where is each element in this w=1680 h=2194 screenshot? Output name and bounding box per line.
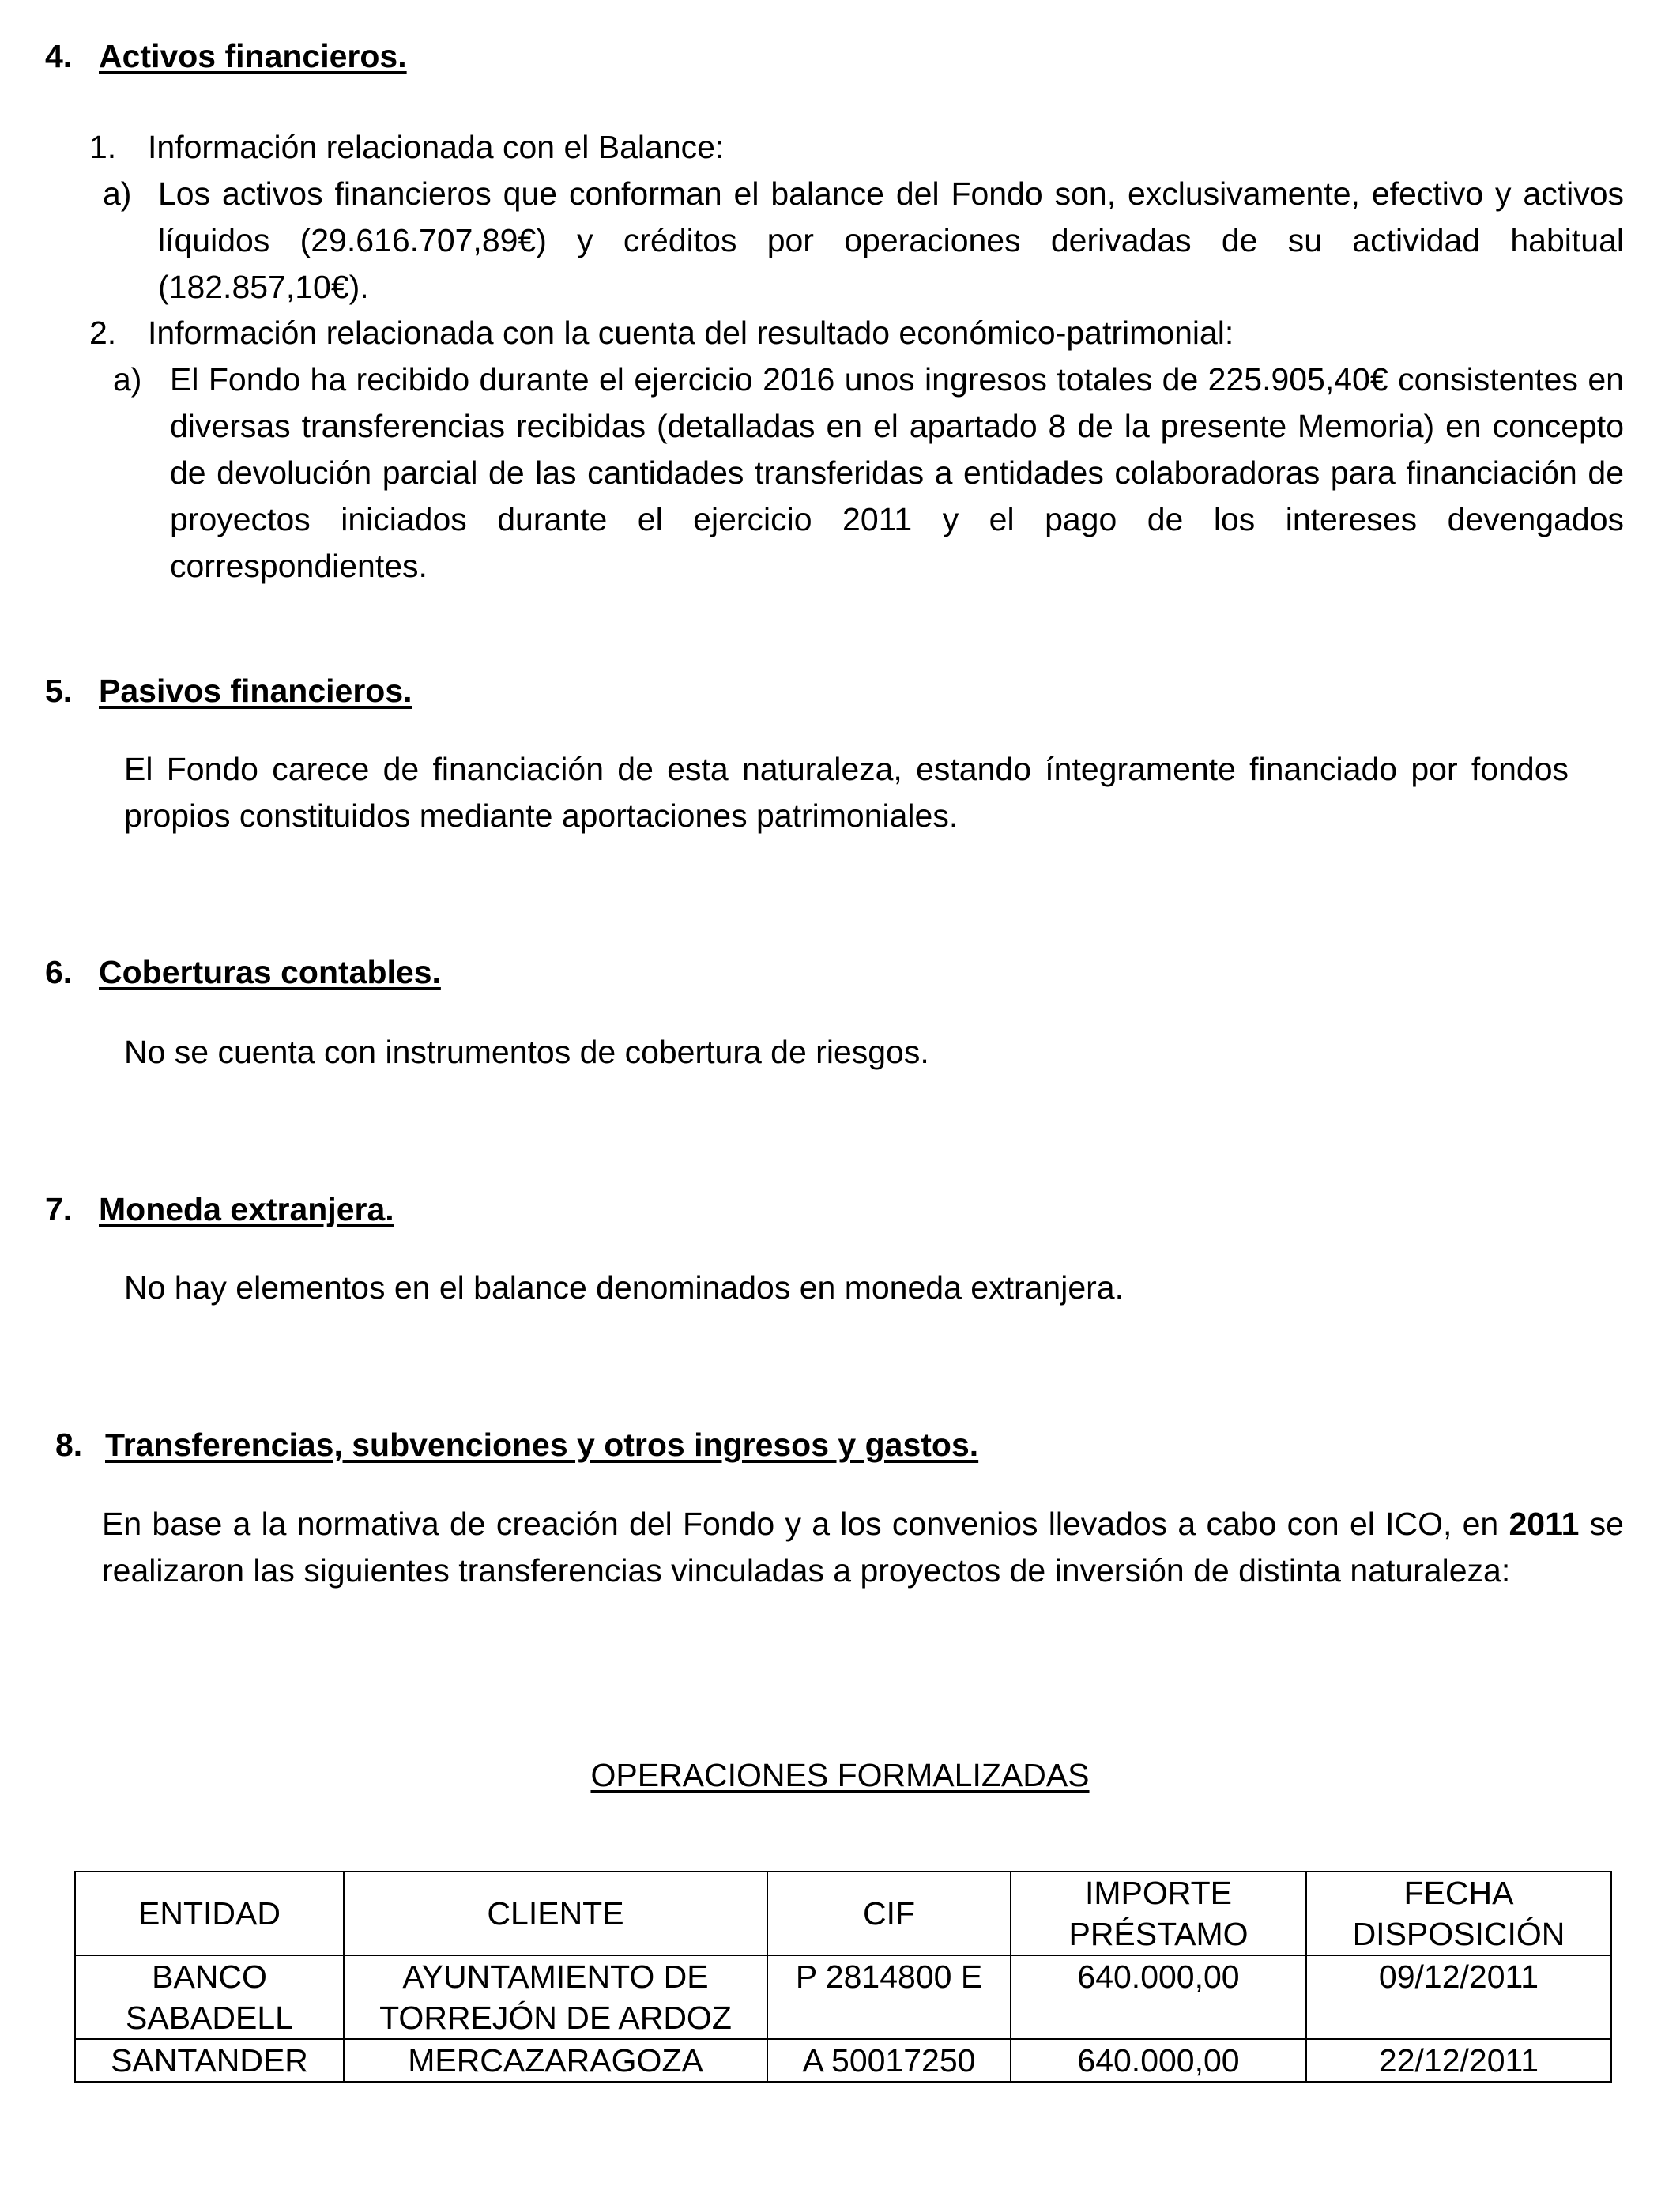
header-fecha-line2: DISPOSICIÓN	[1352, 1916, 1565, 1952]
cell-entidad: SANTANDER	[75, 2039, 344, 2082]
section-6-title: Coberturas contables.	[99, 954, 441, 990]
section-4-sub2-a	[113, 356, 1624, 594]
header-fecha	[1306, 1872, 1611, 1955]
section-4-heading	[45, 33, 407, 80]
section-6-heading	[45, 949, 441, 996]
section-5-number: 5.	[45, 673, 73, 709]
cell-entidad	[75, 1955, 344, 2039]
header-cif: CIF	[767, 1872, 1011, 1955]
header-fecha-line1: FECHA	[1403, 1875, 1514, 1911]
section-4-sub1	[89, 124, 724, 171]
section-4-sub1-marker: 1.	[89, 129, 117, 165]
section-4-number: 4.	[45, 38, 73, 74]
section-7-title: Moneda extranjera.	[99, 1191, 394, 1227]
cell-cliente	[344, 1955, 767, 2039]
cell-importe: 640.000,00	[1011, 2039, 1306, 2082]
cell-cliente-line2: TORREJÓN DE ARDOZ	[379, 2000, 732, 2036]
section-4-sub2-marker: 2.	[89, 315, 117, 351]
section-4-sub1-a	[103, 171, 1624, 313]
cell-fecha: 09/12/2011	[1306, 1955, 1611, 2039]
cell-importe: 640.000,00	[1011, 1955, 1306, 2039]
section-8-text-year: 2011	[1509, 1506, 1580, 1542]
section-7-heading	[45, 1186, 394, 1233]
header-entidad: ENTIDAD	[75, 1872, 344, 1955]
table-title: OPERACIONES FORMALIZADAS	[590, 1757, 1090, 1793]
header-cliente: CLIENTE	[344, 1872, 767, 1955]
section-8-heading	[55, 1422, 978, 1468]
table-row	[75, 2039, 1611, 2082]
section-8-text	[102, 1501, 1624, 1594]
section-4-sub2-label: Información relacionada con la cuenta del resultado económico-patrimonial:	[148, 315, 1234, 351]
section-4-sub2	[89, 310, 1234, 356]
section-7-text: No hay elementos en el balance denominados en moneda extranjera.	[124, 1269, 1124, 1306]
section-4-title: Activos financieros.	[99, 38, 407, 74]
cell-fecha: 22/12/2011	[1306, 2039, 1611, 2082]
section-6-text: No se cuenta con instrumentos de cobertura de riesgos.	[124, 1034, 929, 1070]
section-8-text-before: En base a la normativa de creación del Fondo y a los convenios llevados a cabo con el ICO, en	[102, 1506, 1499, 1542]
section-5-heading	[45, 668, 412, 714]
cell-cif: P 2814800 E	[767, 1955, 1011, 2039]
cell-cliente: MERCAZARAGOZA	[344, 2039, 767, 2082]
section-4-sub2-a-marker: a)	[113, 361, 142, 398]
header-importe-line2: PRÉSTAMO	[1068, 1916, 1249, 1952]
section-7-number: 7.	[45, 1191, 73, 1227]
section-8-number: 8.	[55, 1427, 83, 1463]
header-importe-line1: IMPORTE	[1084, 1875, 1233, 1911]
operations-table	[74, 1871, 1612, 2083]
section-8-text-after: se realizaron las siguientes transferencias vinculadas a proyectos de inversión de distinta naturaleza:	[102, 1506, 1624, 1589]
cell-cliente-line1: AYUNTAMIENTO DE	[402, 1958, 709, 1995]
table-row	[75, 1955, 1611, 2039]
section-4-sub1-a-text: Los activos financieros que conforman el balance del Fondo son, exclusivamente, efectivo y activos líquidos (29.616.707,89€) y créditos por operaciones derivadas de su actividad habitual (182.857,10€).	[158, 175, 1624, 305]
header-importe	[1011, 1872, 1306, 1955]
section-6-number: 6.	[45, 954, 73, 990]
section-5-text: El Fondo carece de financiación de esta naturaleza, estando íntegramente financiado por fondos propios constituidos mediante aportaciones patrimoniales.	[124, 751, 1569, 834]
cell-entidad-line2: SABADELL	[126, 2000, 293, 2036]
section-4-sub1-label: Información relacionada con el Balance:	[148, 129, 725, 165]
table-header-row	[75, 1872, 1611, 1955]
cell-entidad-line1: BANCO	[152, 1958, 267, 1995]
section-5-title: Pasivos financieros.	[99, 673, 412, 709]
section-4-sub1-a-marker: a)	[103, 175, 132, 212]
cell-cif: A 50017250	[767, 2039, 1011, 2082]
section-8-title: Transferencias, subvenciones y otros ingresos y gastos.	[105, 1427, 979, 1463]
section-4-sub2-a-text: El Fondo ha recibido durante el ejercicio 2016 unos ingresos totales de 225.905,40€ consistentes en diversas transferencias recibidas (detalladas en el apartado 8 de la presente Memoria) en concepto de devolución parcial de las cantidades transferidas a entidades colaboradoras para financiación de proyectos iniciados durante el ejercicio 2011 y el pago de los intereses devengados correspondientes.	[170, 361, 1624, 584]
